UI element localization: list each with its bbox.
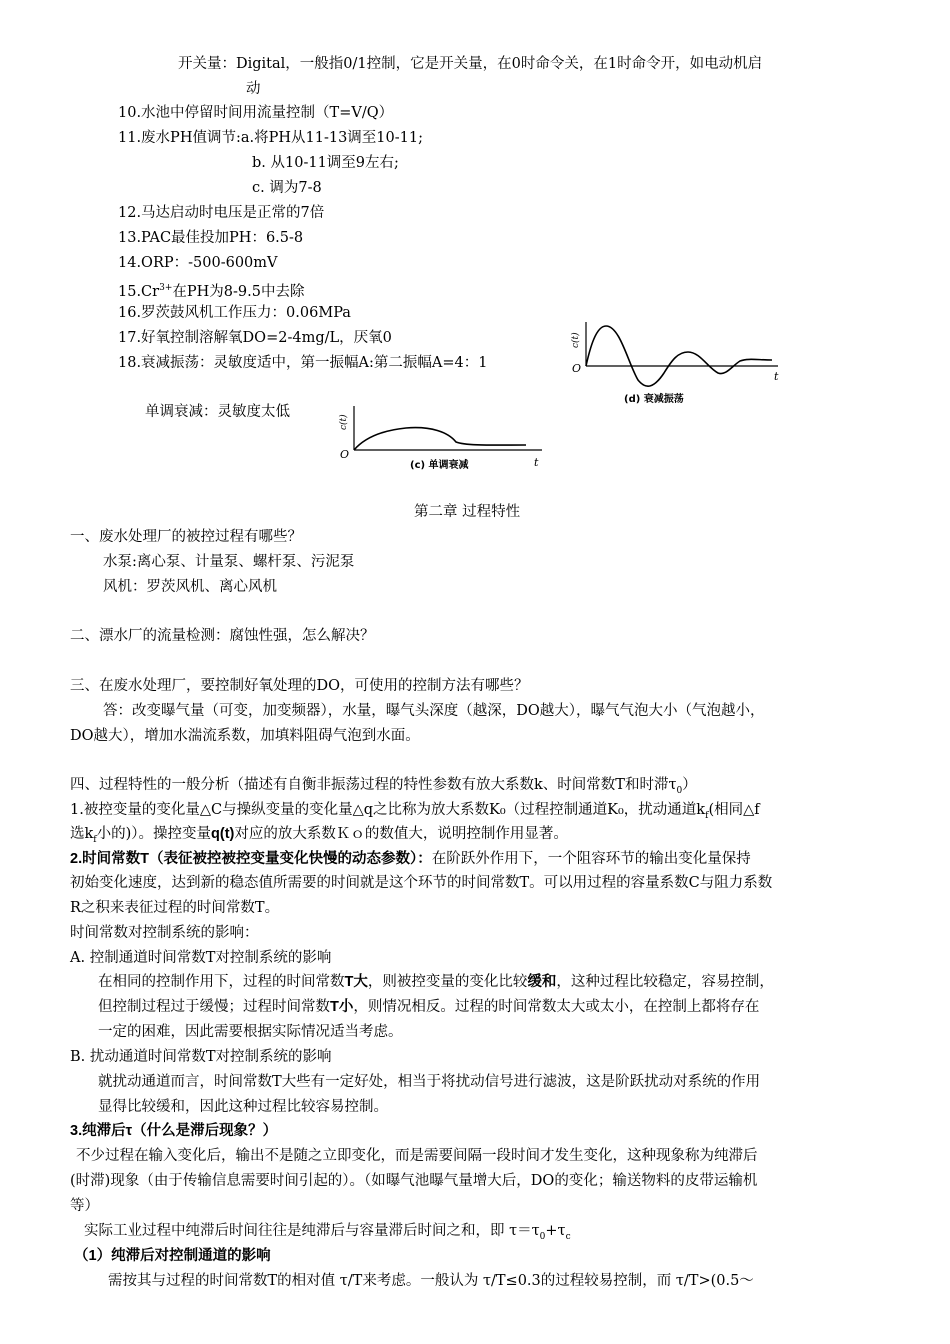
fig-c-ylabel: c(t): [339, 414, 349, 430]
lines-top-line: 12.马达启动时电压是正常的7倍: [118, 205, 325, 221]
lines-top-line: 13.PAC最佳投加PH：6.5-8: [118, 230, 304, 246]
para-4-line-1: 需按其与过程的时间常数T的相对值 τ/T来考虑。一般认为 τ/T≤0.3的过程较易控制，而 τ/T>(0.5～: [108, 1273, 754, 1289]
chapter-title: 第二章 过程特性: [414, 504, 521, 520]
section-4-title: 四、过程特性的一般分析（描述有自衡非振荡过程的特性参数有放大系数k、时间常数T和时滞$\tau_0$）: [70, 777, 697, 796]
body-line: 二、漂水厂的流量检测：腐蚀性强，怎么解决？: [70, 628, 375, 644]
para-A-line-2: 但控制过程过于缓慢；过程时间常数T小，则情况相反。过程的时间常数太大或太小，在控制上都将存在: [98, 999, 760, 1015]
body-line: 水泵:离心泵、计量泵、螺杆泵、污泥泵: [103, 554, 355, 570]
lines-mid-line: 18.衰减振荡：灵敏度适中，第一振幅A:第二振幅A=4：1: [118, 355, 488, 371]
body-line: 三、在废水处理厂，要控制好氧处理的DO，可使用的控制方法有哪些？: [70, 678, 529, 694]
para-3-line-2: (时滞)现象（由于传输信息需要时间引起的）。（如曝气池曝气量增大后，DO的变化；输送物料的皮带运输机: [70, 1173, 758, 1189]
para-3-title: 3.纯滞后τ（什么是滞后现象？）: [70, 1123, 278, 1139]
para-4-title: （1）纯滞后对控制通道的影响: [74, 1248, 271, 1264]
para-2-line-3: R之积来表征过程的时间常数T。: [70, 900, 280, 916]
body-line: 风机：罗茨风机、离心风机: [103, 579, 277, 595]
body-line: 答：改变曝气量（可变，加变频器），水量，曝气头深度（越深，DO越大），曝气气泡大小（气泡越小，: [103, 703, 765, 719]
body-line: 一、废水处理厂的被控过程有哪些？: [70, 529, 302, 545]
fig-d-ylabel: c(t): [571, 332, 581, 348]
fig-d-origin: O: [572, 362, 582, 375]
body-line: DO越大），增加水湍流系数，加填料阻碍气泡到水面。: [70, 728, 420, 744]
lines-mid-line: 单调衰减：灵敏度太低: [145, 404, 290, 420]
lines-top-line: 14.ORP：-500-600mV: [118, 255, 278, 271]
para-B-line-1: 就扰动通道而言，时间常数T大些有一定好处，相当于将扰动信号进行滤波，这是阶跃扰动对系统的作用: [98, 1074, 761, 1090]
fig-c-xlabel: t: [534, 456, 539, 469]
fig-c-caption: (c) 单调衰减: [410, 460, 469, 471]
para-2-line-2: 初始变化速度，达到新的稳态值所需要的时间就是这个环节的时间常数T。可以用过程的容量系数C与阻力系数: [70, 875, 773, 891]
lines-top-line: 11.废水PH值调节:a.将PH从11-13调至10-11;: [118, 130, 423, 146]
para-2-line-1: 2.时间常数T（表征被控被控变量变化快慢的动态参数）：在阶跃外作用下，一个阻容环节的输出变化量保持: [70, 851, 751, 867]
para-A-line-1: 在相同的控制作用下，过程的时间常数T大，则被控变量的变化比较缓和，这种过程比较稳定，容易控制，: [98, 973, 774, 990]
line-15: $15.Cr^{3+}$在PH为8-9.5中去除: [118, 283, 305, 300]
lines-top-line: 动: [246, 81, 261, 97]
lines-mid-line: 16.罗茨鼓风机工作压力：0.06MPa: [118, 305, 351, 321]
fig-d-caption: (d) 衰减振荡: [624, 394, 684, 405]
fig-c-origin: O: [340, 448, 350, 461]
para-2-line-4: 时间常数对控制系统的影响：: [70, 925, 259, 941]
lines-top-line: c. 调为7-8: [252, 180, 322, 196]
figure-monotonic-decay: [336, 404, 556, 476]
para-B-line-2: 显得比较缓和，因此这种过程比较容易控制。: [98, 1099, 388, 1115]
lines-top-line: 10.水池中停留时间用流量控制（T=V/Q）: [118, 105, 394, 121]
figure-damped-oscillation: [568, 318, 786, 414]
para-1-line-1: 1.被控变量的变化量△C与操纵变量的变化量△q之比称为放大系数K₀（过程控制通道K₀，扰动通道$k_f$(相同△f: [70, 802, 760, 821]
decay-curve: [354, 428, 526, 450]
para-A-line-3: 一定的困难，因此需要根据实际情况适当考虑。: [98, 1024, 403, 1040]
lines-top-line: b. 从10-11调至9左右;: [252, 155, 399, 171]
para-3-line-3: 等）: [70, 1198, 99, 1214]
lines-top-line: 开关量：Digital，一般指0/1控制，它是开关量，在0时命令关，在1时命令开，如电动机启: [178, 56, 763, 72]
para-3-line-4: 实际工业过程中纯滞后时间往往是纯滞后与容量滞后时间之和，即 $\tau=\tau_0+\tau_c$: [84, 1223, 571, 1242]
damped-curve: [586, 326, 772, 386]
para-B-title: B. 扰动通道时间常数T对控制系统的影响: [70, 1049, 332, 1065]
lines-mid-line: 17.好氧控制溶解氧DO=2-4mg/L，厌氧0: [118, 330, 392, 346]
para-3-line-1: 不少过程在输入变化后，输出不是随之立即变化，而是需要间隔一段时间才发生变化，这种现象称为纯滞后: [76, 1148, 758, 1164]
para-A-title: A. 控制通道时间常数T对控制系统的影响: [70, 950, 332, 966]
fig-d-xlabel: t: [774, 370, 779, 383]
para-1-line-2: 选$k_f$小的)）。操控变量q(t)对应的放大系数Ｋｏ的数值大，说明控制作用显著。: [70, 826, 568, 845]
